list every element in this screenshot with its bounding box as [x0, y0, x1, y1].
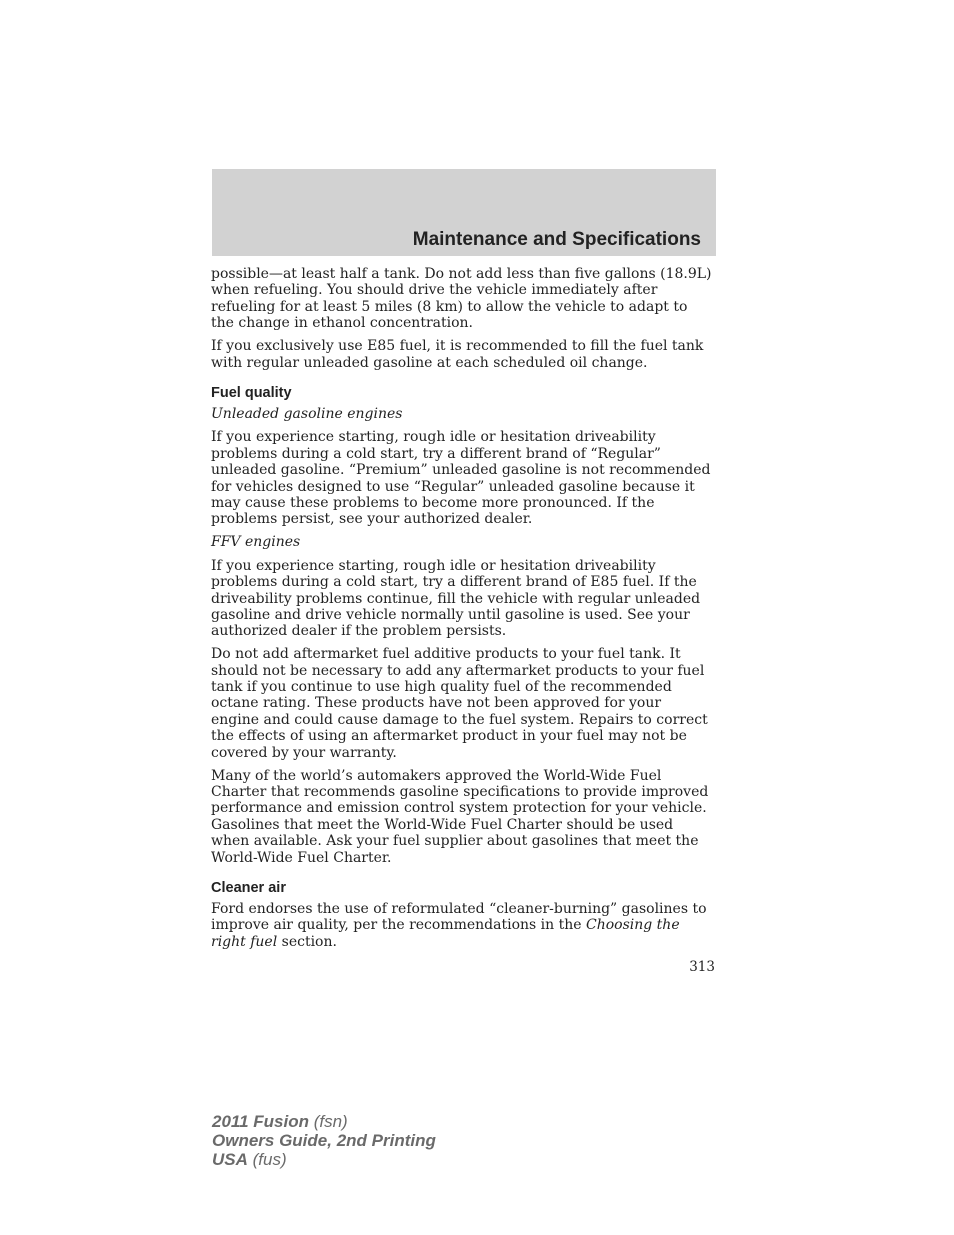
- footer-model-code: (fsn): [309, 1112, 348, 1131]
- paragraph-unleaded-problems: If you experience starting, rough idle or hesitation driveability problems during a cold start, try a different brand of “Regular” unleaded gasoline. “Premium” unleaded gasoline is not recommended for vehicles designed to use “Regular” unleaded gasoline because it may cause these problems to become more pronounced. If the problems persist, see your authorized dealer.: [211, 429, 711, 528]
- footer-model: 2011 Fusion: [212, 1112, 309, 1131]
- footer-region-code: (fus): [247, 1150, 287, 1169]
- footer-region: USA: [212, 1150, 248, 1169]
- footer-model-line: [212, 1112, 436, 1131]
- paragraph-cleaner-air: [211, 901, 713, 950]
- page-content: [211, 266, 713, 957]
- section-header-band: [212, 169, 716, 256]
- document-footer: [212, 1112, 436, 1169]
- subheading-unleaded-engines: Unleaded gasoline engines: [211, 405, 403, 422]
- page-number: 313: [689, 959, 715, 975]
- footer-guide-line: [212, 1131, 436, 1150]
- cleaner-air-text-end: section.: [277, 933, 337, 950]
- footer-region-line: [212, 1150, 436, 1169]
- paragraph-refueling: possible—at least half a tank. Do not add less than five gallons (18.9L) when refueling. You should drive the vehicle immediately after refueling for at least 5 miles (8 km) to allow the vehicle to adapt to the change in ethanol concentration.: [211, 266, 712, 332]
- paragraph-additives: Do not add aftermarket fuel additive products to your fuel tank. It should not be necessary to add any aftermarket products to your fuel tank if you continue to use high quality fuel of the recommended octane rating. These products have not been approved for your engine and could cause damage to the fuel system. Repairs to correct the effects of using an aftermarket product in your fuel may not be covered by your warranty.: [211, 646, 708, 761]
- cleaner-air-text-start: Ford endorses the use of reformulated “cleaner-burning” gasolines to improve air quality, per the recommendations in the: [211, 901, 707, 934]
- paragraph-e85-oil-change: If you exclusively use E85 fuel, it is recommended to fill the fuel tank with regular unleaded gasoline at each scheduled oil change.: [211, 338, 704, 371]
- footer-guide: Owners Guide, 2nd Printing: [212, 1131, 436, 1150]
- heading-fuel-quality: Fuel quality: [211, 384, 292, 401]
- heading-cleaner-air: Cleaner air: [211, 880, 286, 896]
- subheading-ffv-engines: FFV engines: [211, 534, 301, 551]
- paragraph-fuel-charter: Many of the world’s automakers approved the World-Wide Fuel Charter that recommends gasoline specifications to provide improved performance and emission control system protection for your vehicle. Gasolines that meet the World-Wide Fuel Charter should be used when available. Ask your fuel supplier about gasolines that meet the World-Wide Fuel Charter.: [211, 767, 709, 866]
- section-title: Maintenance and Specifications: [412, 229, 701, 250]
- paragraph-ffv-problems: If you experience starting, rough idle or hesitation driveability problems during a cold start, try a different brand of E85 fuel. If the driveability problems continue, fill the vehicle with regular unleaded gasoline and drive vehicle normally until gasoline is used. See your authorized dealer if the problem persists.: [211, 557, 701, 640]
- cross-reference-choosing-fuel: Choosing the right fuel: [211, 917, 680, 950]
